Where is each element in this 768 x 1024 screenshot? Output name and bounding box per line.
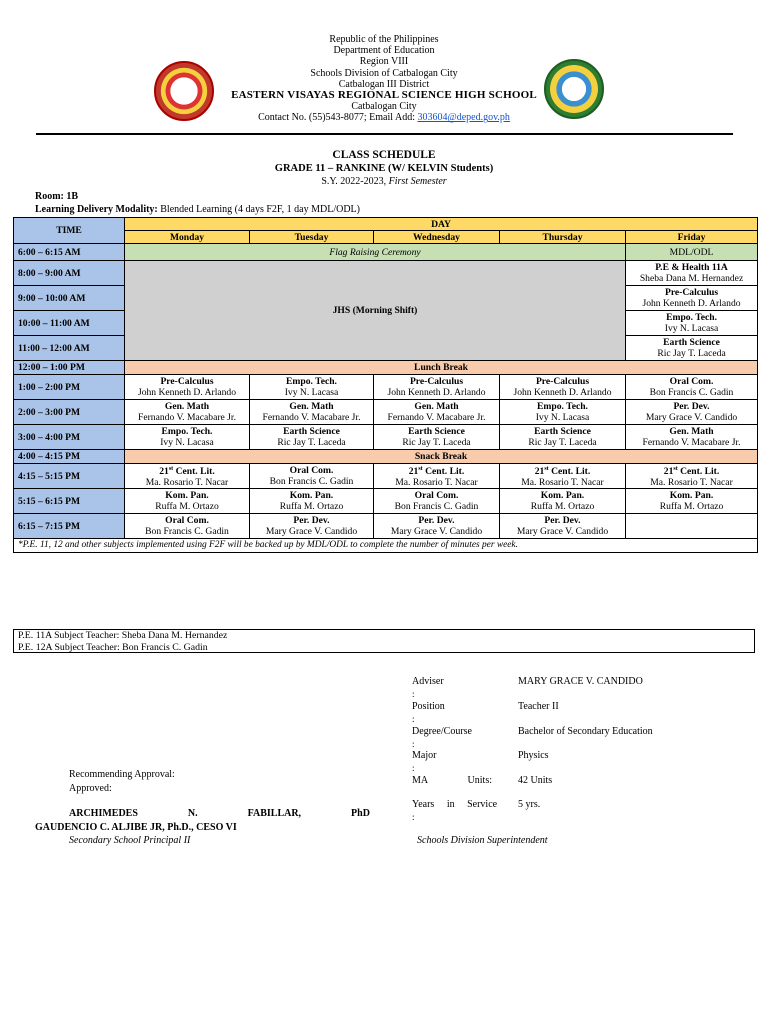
document-header <box>0 34 768 124</box>
teacher: Ruffa M. Ortazo <box>279 501 344 513</box>
degree-label: Degree/Course <box>412 726 472 737</box>
teacher: Ma. Rosario T. Nacar <box>395 477 478 489</box>
schedule-cell <box>250 514 374 539</box>
teacher: John Kenneth D. Arlando <box>137 387 237 398</box>
subject: Empo. Tech. <box>286 376 337 387</box>
schedule-cell <box>626 489 758 514</box>
teacher: Fernando V. Macabare Jr. <box>387 412 486 423</box>
header-line: Republic of the Philippines <box>329 34 439 45</box>
colon-mark: : <box>412 739 415 749</box>
degree-value: Bachelor of Secondary Education <box>518 726 653 737</box>
subject: Gen. Math <box>669 426 714 437</box>
day-friday: Friday <box>626 231 758 244</box>
subject: Oral Com. <box>289 465 334 477</box>
colon-mark: : <box>412 763 415 773</box>
afternoon-block-1 <box>14 375 758 450</box>
schedule-cell <box>500 514 626 539</box>
header-line: Region VIII <box>359 56 409 68</box>
recommending-approval: Recommending Approval: <box>69 769 175 780</box>
subject: Per. Dev. <box>418 515 455 527</box>
schedule-cell <box>250 375 374 400</box>
time-cell: 12:00 – 1:00 PM <box>14 361 125 375</box>
schedule-title: CLASS SCHEDULE <box>332 149 436 161</box>
subject: Pre-Calculus <box>535 376 590 387</box>
teacher: John Kenneth D. Arlando <box>642 298 741 309</box>
schedule-row <box>14 464 758 489</box>
contact-line <box>0 112 768 123</box>
major-label: Major <box>412 750 437 761</box>
schedule-cell <box>374 514 500 539</box>
schedule-cell <box>250 400 374 425</box>
subject: Earth Science <box>534 426 591 437</box>
time-cell: 4:15 – 5:15 PM <box>14 464 125 489</box>
subject: Kom. Pan. <box>669 490 714 502</box>
schedule-cell <box>626 311 758 336</box>
schedule-row <box>14 514 758 539</box>
modality-label: Learning Delivery Modality: <box>35 204 158 215</box>
schedule-cell <box>374 489 500 514</box>
teacher: Ma. Rosario T. Nacar <box>521 477 604 489</box>
subject: Gen. Math <box>164 401 210 412</box>
day-thursday: Thursday <box>500 231 626 244</box>
header-line: Department of Education <box>333 45 435 57</box>
position-label: Position <box>412 701 445 712</box>
lunch-break-cell: Lunch Break <box>125 361 758 375</box>
teacher: Ric Jay T. Laceda <box>402 437 471 448</box>
teacher: Ivy N. Lacasa <box>160 437 214 448</box>
schedule-cell <box>500 400 626 425</box>
schedule-row <box>14 375 758 400</box>
subject: Oral Com. <box>414 490 459 502</box>
time-cell: 11:00 – 12:00 AM <box>14 336 125 361</box>
schedule-cell <box>250 489 374 514</box>
subject: Empo. Tech. <box>537 401 588 412</box>
superintendent-title: Schools Division Superintendent <box>417 835 548 846</box>
schedule-cell <box>626 400 758 425</box>
schedule-cell <box>626 375 758 400</box>
header-line: Schools Division of Catbalogan City <box>310 67 458 79</box>
mdl-odl-cell: MDL/ODL <box>626 244 758 261</box>
teacher: Fernando V. Macabare Jr. <box>642 437 741 448</box>
subject: Gen. Math <box>289 401 334 412</box>
subject: Earth Science <box>283 426 340 437</box>
semester-text: First Semester <box>388 176 447 187</box>
schedule-row <box>14 400 758 425</box>
teacher: Bon Francis C. Gadin <box>649 387 734 398</box>
ma-units-label: MA Units: <box>412 775 493 786</box>
jhs-morning-shift-cell: JHS (Morning Shift) <box>125 261 626 361</box>
teacher: Mary Grace V. Candido <box>516 526 609 538</box>
principal-title: Secondary School Principal II <box>69 835 191 846</box>
day-monday: Monday <box>125 231 250 244</box>
teacher: Bon Francis C. Gadin <box>145 526 229 538</box>
pe-teacher-line: P.E. 11A Subject Teacher: Sheba Dana M. Hernandez <box>18 630 228 641</box>
subject: 21st Cent. Lit. <box>663 466 720 478</box>
snack-break-cell: Snack Break <box>125 450 758 464</box>
day-header: DAY <box>125 218 758 231</box>
principal-name: ARCHIMEDES N. FABILLAR, PhD <box>69 808 370 819</box>
time-cell: 10:00 – 11:00 AM <box>14 311 125 336</box>
teacher: Ma. Rosario T. Nacar <box>650 477 733 489</box>
room-info <box>35 190 360 216</box>
schedule-titles <box>0 149 768 188</box>
schedule-cell <box>500 489 626 514</box>
subject: 21st Cent. Lit. <box>408 466 465 478</box>
teacher: John Kenneth D. Arlando <box>387 387 486 398</box>
subject: Per. Dev. <box>544 515 581 527</box>
time-cell: 3:00 – 4:00 PM <box>14 425 125 450</box>
schedule-footnote: *P.E. 11, 12 and other subjects implemented using F2F will be backed up by MDL/ODL to complete the number of minutes per week. <box>14 539 758 553</box>
schedule-cell <box>374 425 500 450</box>
ma-units-value: 42 Units <box>518 775 553 786</box>
schedule-cell <box>125 425 250 450</box>
time-cell: 8:00 – 9:00 AM <box>14 261 125 286</box>
schedule-cell <box>250 464 374 489</box>
header-divider <box>36 133 733 135</box>
subject: 21st Cent. Lit. <box>159 466 215 478</box>
schedule-cell <box>125 464 250 489</box>
teacher: Sheba Dana M. Hernandez <box>639 273 744 284</box>
header-line: Catbalogan III District <box>338 78 430 90</box>
time-cell: 9:00 – 10:00 AM <box>14 286 125 311</box>
schedule-cell <box>125 514 250 539</box>
teacher: Ric Jay T. Laceda <box>277 437 346 448</box>
subject: Kom. Pan. <box>540 490 585 502</box>
teacher: Mary Grace V. Candido <box>265 526 358 538</box>
schedule-row <box>14 425 758 450</box>
subject: Pre-Calculus <box>664 287 719 298</box>
schedule-cell <box>626 464 758 489</box>
email-link[interactable]: 303604@deped.gov.ph <box>417 112 510 124</box>
teacher: Ric Jay T. Laceda <box>657 348 726 359</box>
schedule-cell <box>626 514 758 539</box>
time-cell: 2:00 – 3:00 PM <box>14 400 125 425</box>
subject: Empo. Tech. <box>161 426 213 437</box>
day-tuesday: Tuesday <box>250 231 374 244</box>
colon-mark: : <box>412 812 415 822</box>
schedule-cell <box>500 375 626 400</box>
subject: Earth Science <box>663 337 720 348</box>
subject: Oral Com. <box>669 376 714 387</box>
teacher: Mary Grace V. Candido <box>645 412 738 423</box>
schedule-cell <box>125 375 250 400</box>
adviser-label: Adviser <box>412 676 444 687</box>
time-header: TIME <box>14 218 125 244</box>
schedule-cell <box>626 261 758 286</box>
time-cell: 5:15 – 6:15 PM <box>14 489 125 514</box>
adviser-value: MARY GRACE V. CANDIDO <box>518 676 643 687</box>
teacher: Ivy N. Lacasa <box>535 412 590 423</box>
approved-label: Approved: <box>69 783 112 794</box>
major-value: Physics <box>518 750 549 761</box>
subject: P.E & Health 11A <box>655 262 728 273</box>
subject: Kom. Pan. <box>165 490 209 502</box>
subject: Per. Dev. <box>673 401 710 412</box>
schedule-cell <box>374 464 500 489</box>
schedule-cell <box>500 425 626 450</box>
school-city: Catbalogan City <box>351 101 417 113</box>
subject: Empo. Tech. <box>666 312 717 323</box>
schedule-cell <box>125 489 250 514</box>
subject: Earth Science <box>408 426 465 437</box>
day-wednesday: Wednesday <box>374 231 500 244</box>
superintendent-name: GAUDENCIO C. ALJIBE JR, Ph.D., CESO VI <box>35 822 237 833</box>
time-cell: 6:15 – 7:15 PM <box>14 514 125 539</box>
school-year-text: S.Y. 2022-2023, <box>321 176 389 187</box>
room-label: Room: 1B <box>35 191 79 202</box>
time-cell: 1:00 – 2:00 PM <box>14 375 125 400</box>
schedule-cell <box>250 425 374 450</box>
years-service-label: Years in Service <box>412 799 498 810</box>
subject: Pre-Calculus <box>409 376 464 387</box>
teacher: Ric Jay T. Laceda <box>528 437 597 448</box>
teacher: Ivy N. Lacasa <box>664 323 719 334</box>
subject: Pre-Calculus <box>160 376 214 387</box>
subject: Per. Dev. <box>293 515 330 527</box>
teacher: Fernando V. Macabare Jr. <box>138 412 236 423</box>
modality-value: Blended Learning (4 days F2F, 1 day MDL/ODL) <box>157 204 360 215</box>
class-schedule-table <box>13 217 758 553</box>
contact-text: Contact No. (55)543-8077; Email Add: <box>258 112 418 124</box>
teacher: John Kenneth D. Arlando <box>513 387 612 398</box>
flag-ceremony-cell: Flag Raising Ceremony <box>125 244 626 261</box>
colon-mark: : <box>412 714 415 724</box>
teacher: Bon Francis C. Gadin <box>269 476 354 488</box>
subject: Gen. Math <box>414 401 459 412</box>
teacher: Ivy N. Lacasa <box>284 387 339 398</box>
teacher: Mary Grace V. Candido <box>390 526 483 538</box>
schedule-cell <box>626 336 758 361</box>
teacher: Ruffa M. Ortazo <box>659 501 724 513</box>
schedule-cell <box>626 286 758 311</box>
schedule-cell <box>500 464 626 489</box>
teacher: Ruffa M. Ortazo <box>155 501 219 513</box>
pe-teacher-line: P.E. 12A Subject Teacher: Bon Francis C. Gadin <box>18 641 208 653</box>
schedule-cell <box>374 375 500 400</box>
teacher: Ruffa M. Ortazo <box>530 501 595 513</box>
school-name: EASTERN VISAYAS REGIONAL SCIENCE HIGH SCHOOL <box>231 89 537 102</box>
time-cell: 4:00 – 4:15 PM <box>14 450 125 464</box>
colon-mark: : <box>412 689 415 699</box>
schedule-cell <box>125 400 250 425</box>
section-title: GRADE 11 – RANKINE (W/ KELVIN Students) <box>274 163 494 174</box>
teacher: Fernando V. Macabare Jr. <box>262 412 361 423</box>
subject: 21st Cent. Lit. <box>534 466 591 478</box>
school-year <box>0 175 768 188</box>
position-value: Teacher II <box>518 701 559 712</box>
schedule-row <box>14 489 758 514</box>
schedule-cell <box>374 400 500 425</box>
years-service-value: 5 yrs. <box>518 799 541 810</box>
schedule-cell <box>626 425 758 450</box>
subject: Kom. Pan. <box>289 490 334 502</box>
afternoon-block-2 <box>14 464 758 539</box>
teacher: Bon Francis C. Gadin <box>394 501 479 513</box>
subject: Oral Com. <box>165 515 209 527</box>
time-cell: 6:00 – 6:15 AM <box>14 244 125 261</box>
pe-teachers-box <box>13 629 755 653</box>
teacher: Ma. Rosario T. Nacar <box>145 477 229 489</box>
